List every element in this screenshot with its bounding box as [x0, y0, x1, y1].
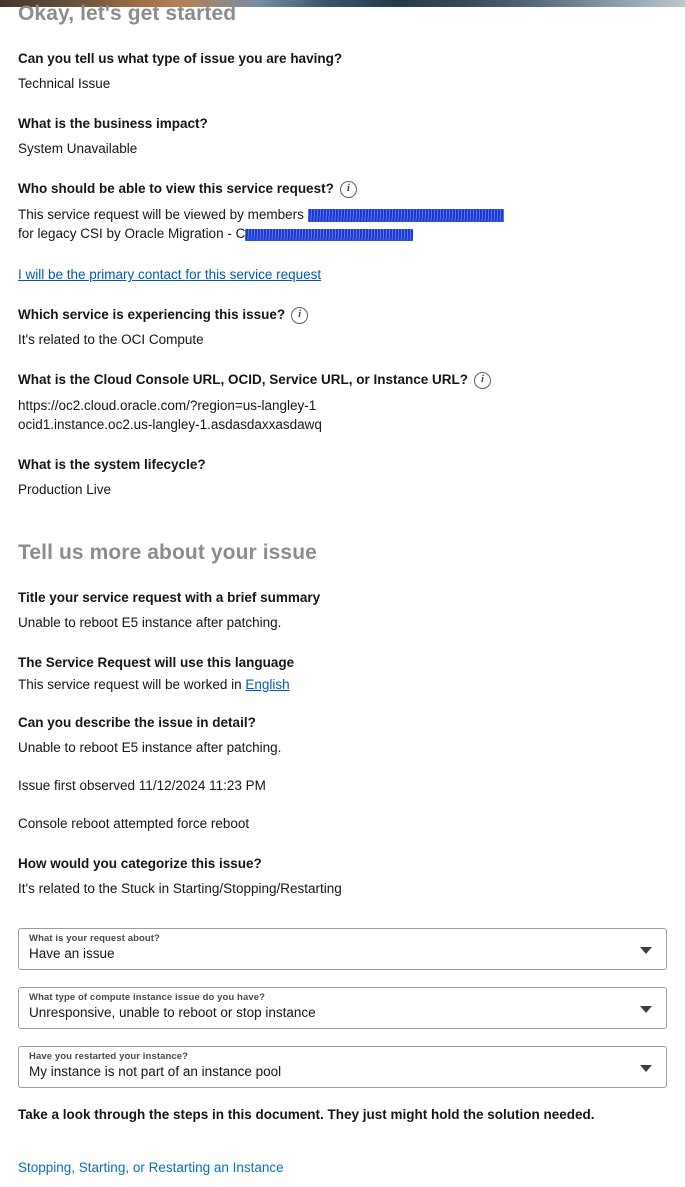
visibility-block — [18, 180, 667, 284]
service-question — [18, 306, 667, 324]
issue-type-block — [18, 50, 667, 93]
url-value-line2: ocid1.instance.oc2.us-langley-1.asdasdaxxasdawq — [18, 417, 322, 432]
visibility-question — [18, 180, 667, 198]
info-icon[interactable]: i — [474, 372, 491, 389]
compute-issue-type-label: What type of compute instance issue do you have? — [29, 992, 266, 1003]
compute-issue-type-value: Unresponsive, unable to reboot or stop instance — [29, 1005, 316, 1020]
issue-type-answer: Technical Issue — [18, 76, 111, 91]
categorize-block — [18, 855, 667, 898]
description-block — [18, 714, 667, 833]
request-about-select[interactable] — [18, 928, 667, 970]
primary-contact-link[interactable]: I will be the primary contact for this service request — [18, 267, 322, 282]
description-line2: Issue first observed 11/12/2024 11:23 PM — [18, 778, 266, 793]
chevron-down-icon[interactable] — [640, 1006, 652, 1013]
language-block — [18, 654, 667, 692]
language-answer — [18, 677, 667, 692]
service-block — [18, 306, 667, 349]
more-about-issue-title: Tell us more about your issue — [18, 541, 317, 564]
request-about-label: What is your request about? — [29, 933, 160, 944]
url-question-label: What is the Cloud Console URL, OCID, Service URL, or Instance URL? — [18, 372, 469, 387]
restarted-instance-label: Have you restarted your instance? — [29, 1051, 189, 1062]
dropdown-group — [18, 928, 667, 1088]
description-line1: Unable to reboot E5 instance after patching. — [18, 740, 282, 755]
visibility-answer-prefix: This service request will be viewed by members — [18, 207, 308, 222]
visibility-question-label: Who should be able to view this service request? — [18, 181, 334, 196]
lifecycle-block — [18, 456, 667, 499]
chevron-down-icon[interactable] — [640, 1065, 652, 1072]
document-note: Take a look through the steps in this document. They just might hold the solution needed. — [18, 1107, 595, 1122]
redacted-text-1 — [308, 209, 504, 222]
restarted-instance-value: My instance is not part of an instance pool — [29, 1064, 282, 1079]
chevron-down-icon[interactable] — [640, 947, 652, 954]
url-question — [18, 371, 667, 389]
page-title: Okay, let's get started — [18, 2, 237, 25]
language-question: The Service Request will use this language — [18, 655, 295, 670]
lifecycle-question: What is the system lifecycle? — [18, 457, 206, 472]
issue-type-question: Can you tell us what type of issue you are having? — [18, 51, 343, 66]
url-value-line1: https://oc2.cloud.oracle.com/?region=us-langley-1 — [18, 398, 317, 413]
info-icon[interactable]: i — [291, 307, 308, 324]
info-icon[interactable]: i — [340, 181, 357, 198]
lifecycle-answer: Production Live — [18, 482, 112, 497]
visibility-answer — [18, 205, 667, 243]
sr-title-question: Title your service request with a brief summary — [18, 590, 321, 605]
service-answer: It's related to the OCI Compute — [18, 332, 204, 347]
document-link[interactable]: Stopping, Starting, or Restarting an Instance — [18, 1159, 284, 1175]
categorize-question: How would you categorize this issue? — [18, 856, 262, 871]
description-line3: Console reboot attempted force reboot — [18, 816, 250, 831]
compute-issue-type-select[interactable] — [18, 987, 667, 1029]
restarted-instance-select[interactable] — [18, 1046, 667, 1088]
business-impact-answer: System Unavailable — [18, 141, 138, 156]
url-block — [18, 371, 667, 434]
sr-title-answer: Unable to reboot E5 instance after patching. — [18, 615, 282, 630]
business-impact-question: What is the business impact? — [18, 116, 208, 131]
description-question: Can you describe the issue in detail? — [18, 715, 256, 730]
categorize-answer: It's related to the Stuck in Starting/Stopping/Restarting — [18, 881, 342, 896]
redacted-text-2 — [245, 229, 413, 241]
language-value-link[interactable]: English — [245, 677, 290, 692]
visibility-answer-line2: for legacy CSI by Oracle Migration - C — [18, 226, 246, 241]
sr-title-block — [18, 589, 667, 632]
request-about-value: Have an issue — [29, 946, 115, 961]
business-impact-block — [18, 115, 667, 158]
language-answer-prefix: This service request will be worked in — [18, 677, 246, 692]
service-question-label: Which service is experiencing this issue? — [18, 307, 286, 322]
